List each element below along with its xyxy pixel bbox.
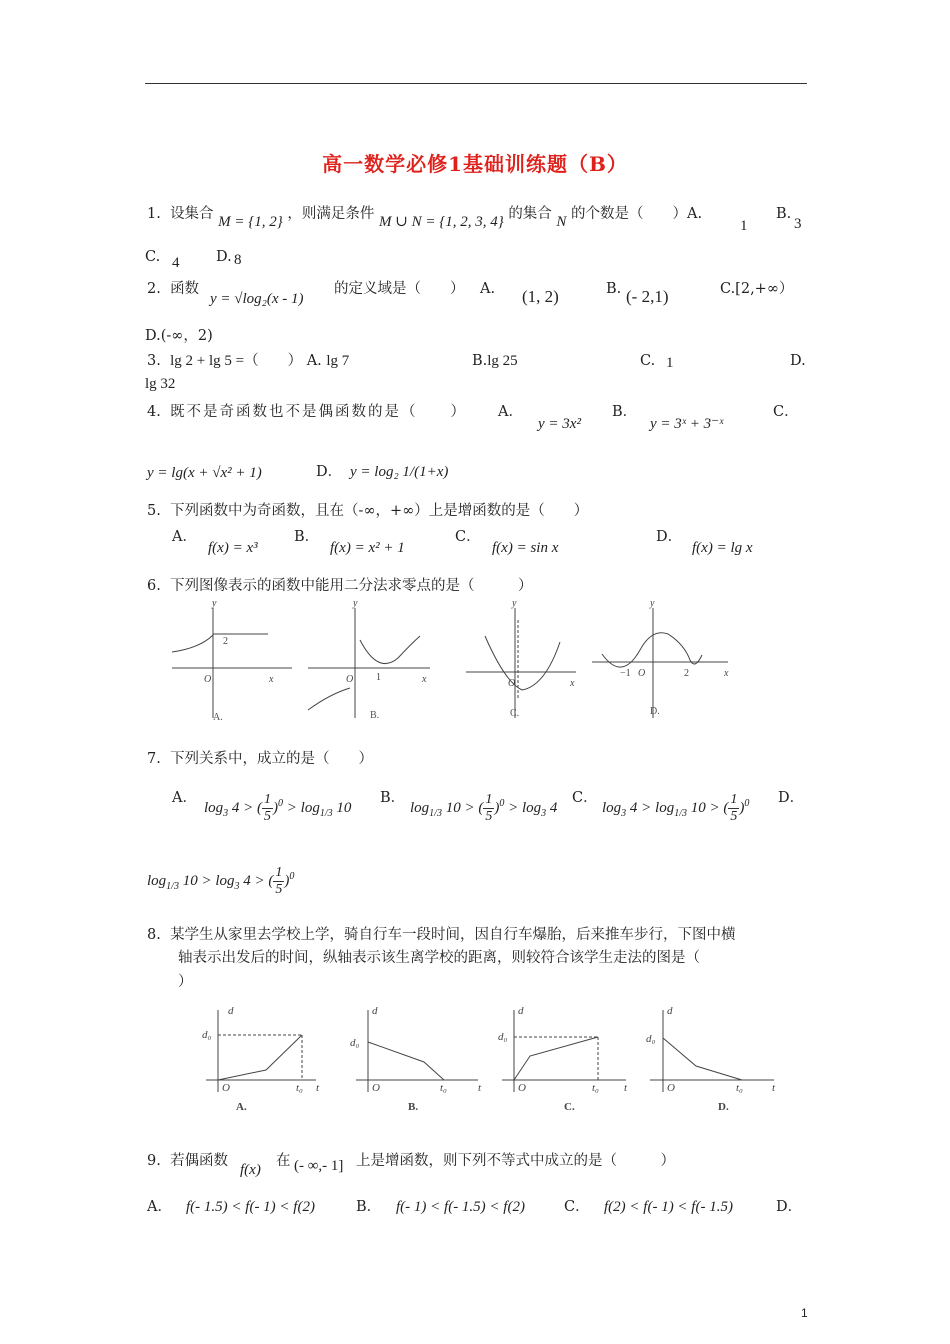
svg-text:t: t	[316, 1082, 320, 1094]
svg-text:B.: B.	[408, 1101, 419, 1113]
q2-line1: 2. 函数	[147, 281, 200, 297]
svg-text:A.: A.	[213, 712, 223, 723]
svg-text:d₀: d₀	[498, 1031, 508, 1043]
svg-text:t₀: t₀	[736, 1082, 743, 1094]
svg-text:O: O	[204, 674, 212, 685]
svg-text:D.: D.	[718, 1101, 729, 1113]
q7-option-c: $\log_3 4 > \log_{1/3} 10$ > ( $\frac{1}{5}$ )$^0$	[602, 792, 750, 824]
svg-text:O: O	[667, 1082, 675, 1094]
svg-text:O: O	[638, 668, 646, 679]
svg-text:D.: D.	[650, 706, 660, 717]
svg-text:O: O	[508, 678, 516, 689]
q1-line1: 1. 设集合 M = {1, 2} ，则满足条件 M ∪ N = {1, 2, 3, 4} 的集合 N 的个数是（ ）A.	[147, 206, 703, 230]
svg-text:−1: −1	[620, 668, 631, 679]
svg-text:d: d	[518, 1005, 524, 1017]
svg-text:x: x	[269, 674, 274, 685]
svg-text:d: d	[667, 1005, 673, 1017]
svg-text:O: O	[372, 1082, 380, 1094]
svg-text:C.: C.	[510, 708, 520, 719]
svg-text:O: O	[518, 1082, 526, 1094]
svg-text:O: O	[222, 1082, 230, 1094]
document-page: 高一数学必修1基础训练题（B） 1. 设集合 M = {1, 2} ，则满足条件 M ∪ N = {1, 2, 3, 4} 的集合 N 的个数是（ ）A. 1 B. 3 C. 4 D. 8 2. 函数 y = √log₂(x - 1) 的定义域是（ ） A. (1, 2) B. (- 2,1) C.[2,+∞） D.(-∞，2) 3. lg 2 + lg 5 =（ ） A. lg 7 B.lg 25 C. 1 D. lg 32 4. 既不是奇函数也不是偶函数的是（ ） A． y = 3x² B． y = 3ˣ + 3⁻ˣ C． y = lg(x + √x² + 1) D． y = log₂ 1/(1+x) 5. 下列函数中为奇函数，且在（-∞，+∞）上是增函数的是（ ） A． f(x) = x³ B． f(x) = x² + 1 C． f(x) = sin x D． f(x) = lg x 6. 下列图像表示的函数中能用二分法求零点的是（ ） y x O y x O y x O y x O 2 1 −1 2 A. B. C. D. 7. 下列关系中，成立的是（ ） A． $\log_3 4$ > ( $\frac{1}{5}$ )$^0 > \log_{1/3} 10$ B． $\log_{1/3} 10$ > ( $\frac{1}{5}$ )$^0 > \log_3 4$ C． $\log_3 4 > \log_{1/3} 10$ > ( $\frac{1}{5}$ )$^0$ D． $\log_{1/3} 10 > \log_3 4$ > ( $\frac{1}{5}$ )$^0$ 8. 某学生从家里去学校上学，骑自行车一段时间，因自行车爆胎，后来推车步行，下图中横 轴表示出发后的时间，纵轴表示该生离学校的距离，则较符合该学生走法的图是（ ） d d₀ O t₀ t d d₀ O t₀ t d d₀ O t₀ t d d₀ O t₀ t A. B. C. D. 9. 若偶函数 f(x) 在 (- ∞,- 1] 上是增函数，则下列不等式中成立的是（ ） A． f(- 1.5) < f(- 1) < f(2) B． f(- 1) < f(- 1.5) < f(2) C． f(2) < f(- 1) < f(- 1.5) D． 1	[0, 0, 950, 1344]
svg-text:t: t	[478, 1082, 482, 1094]
svg-text:d₀: d₀	[350, 1037, 360, 1049]
q8-graphs	[196, 1000, 786, 1118]
q7-option-a: $\log_3 4$ > ( $\frac{1}{5}$ )$^0 > \log_{1/3} 10$	[204, 792, 352, 824]
svg-text:C.: C.	[564, 1101, 575, 1113]
svg-text:d: d	[372, 1005, 378, 1017]
svg-text:d₀: d₀	[202, 1029, 212, 1041]
header-rule	[145, 83, 807, 84]
q7-option-d: $\log_{1/3} 10 > \log_3 4$ > ( $\frac{1}{5}$ )$^0$	[147, 865, 295, 897]
svg-text:2: 2	[223, 636, 228, 647]
q2-math-domain: y = √log₂(x - 1)	[210, 291, 304, 307]
svg-text:t: t	[624, 1082, 628, 1094]
q1-math-union: M ∪ N = {1, 2, 3, 4}	[379, 214, 504, 230]
svg-text:t₀: t₀	[296, 1082, 303, 1094]
svg-text:d: d	[228, 1005, 234, 1017]
svg-text:y: y	[512, 600, 517, 609]
svg-text:x: x	[422, 674, 427, 685]
page-number: 1	[801, 1306, 808, 1320]
q6-graphs	[160, 600, 750, 730]
svg-text:t₀: t₀	[592, 1082, 599, 1094]
svg-text:A.: A.	[236, 1101, 247, 1113]
svg-text:d₀: d₀	[646, 1033, 656, 1045]
svg-text:y: y	[212, 600, 217, 609]
svg-text:t: t	[772, 1082, 776, 1094]
svg-text:x: x	[724, 668, 729, 679]
svg-text:y: y	[353, 600, 358, 609]
svg-text:x: x	[570, 678, 575, 689]
svg-text:1: 1	[376, 672, 381, 683]
svg-text:O: O	[346, 674, 354, 685]
svg-text:t₀: t₀	[440, 1082, 447, 1094]
svg-text:2: 2	[684, 668, 689, 679]
svg-text:y: y	[650, 600, 655, 609]
page-title: 高一数学必修1基础训练题（B）	[322, 152, 628, 176]
q1-math-m: M = {1, 2}	[218, 214, 283, 230]
q7-option-b: $\log_{1/3} 10$ > ( $\frac{1}{5}$ )$^0 > \log_3 4$	[410, 792, 558, 824]
svg-text:B.: B.	[370, 710, 380, 721]
